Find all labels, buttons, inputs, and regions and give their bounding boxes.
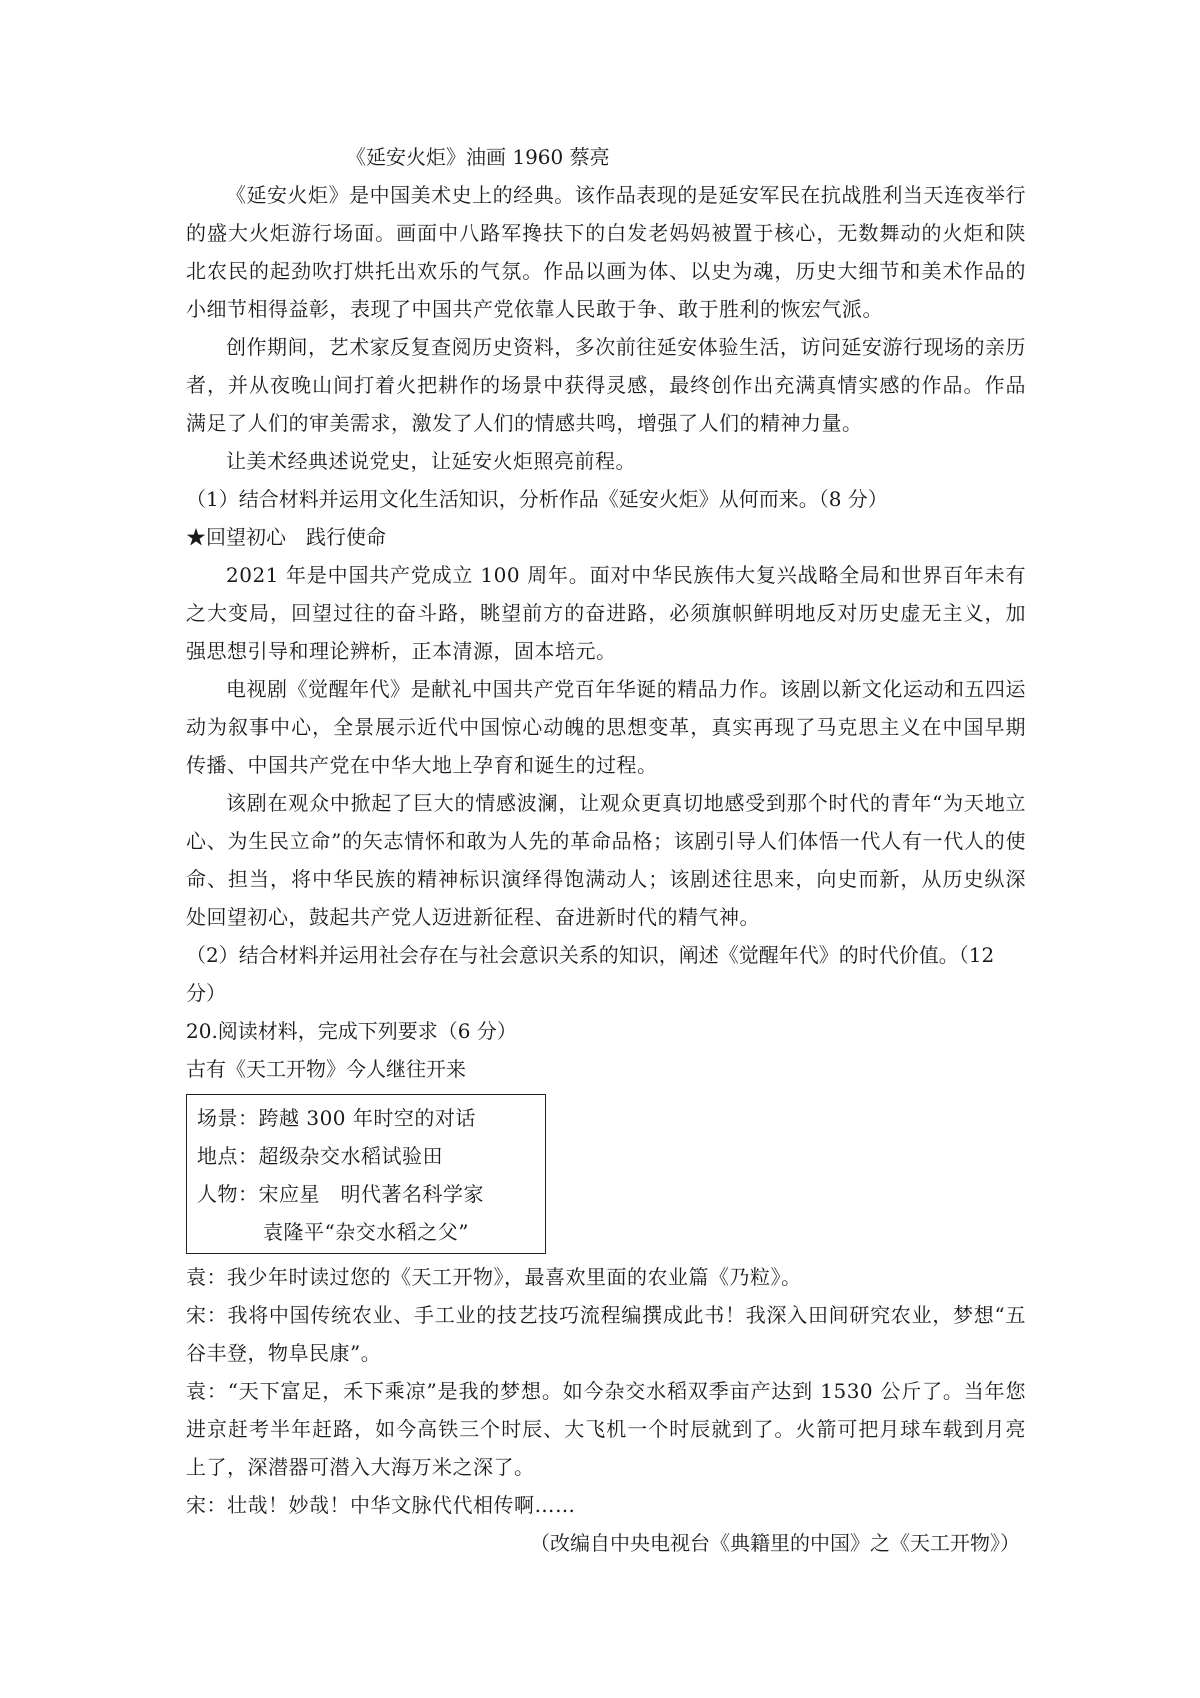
section-heading: ★回望初心 践行使命 — [186, 525, 386, 549]
people-line-2: 袁隆平“杂交水稻之父” — [263, 1220, 469, 1244]
paragraph-1: 《延安火炬》是中国美术史上的经典。该作品表现的是延安军民在抗战胜利当天连夜举行的盛大火炬游行场面。画面中八路军搀扶下的白发老妈妈被置于核心，无数舞动的火炬和陕北农民的起劲吹打烘托出欢乐的气氛。作品以画为体、以史为魂，历史大细节和美术作品的小细节相得益彰，表现了中国共产党依靠人民敢于争、敢于胜利的恢宏气派。 — [186, 183, 1026, 321]
paragraph-2: 创作期间，艺术家反复查阅历史资料，多次前往延安体验生活，访问延安游行现场的亲历者，并从夜晚山间打着火把耕作的场景中获得灵感，最终创作出充满真情实感的作品。作品满足了人们的审美需求，激发了人们的情感共鸣，增强了人们的精神力量。 — [186, 335, 1026, 435]
question-2: （2）结合材料并运用社会存在与社会意识关系的知识，阐述《觉醒年代》的时代价值。（12 分） — [186, 943, 995, 1005]
material-title: 古有《天工开物》今人继往开来 — [186, 1057, 466, 1081]
paragraph-3: 让美术经典述说党史，让延安火炬照亮前程。 — [226, 449, 636, 473]
place-line: 地点：超级杂交水稻试验田 — [197, 1144, 443, 1168]
document-page — [186, 138, 1026, 1562]
scene-box — [186, 1094, 546, 1254]
question-20: 20.阅读材料，完成下列要求（6 分） — [186, 1019, 517, 1043]
dialog-line-4: 宋：壮哉！妙哉！中华文脉代代相传啊…… — [186, 1493, 576, 1517]
scene-line: 场景：跨越 300 年时空的对话 — [197, 1106, 476, 1130]
question-1: （1）结合材料并运用文化生活知识，分析作品《延安火炬》从何而来。（8 分） — [186, 487, 888, 511]
paragraph-4: 2021 年是中国共产党成立 100 周年。面对中华民族伟大复兴战略全局和世界百年未有之大变局，回望过往的奋斗路，眺望前方的奋进路，必须旗帜鲜明地反对历史虚无主义，加强思想引导和理论辨析，正本清源，固本培元。 — [186, 563, 1026, 663]
paragraph-5: 电视剧《觉醒年代》是献礼中国共产党百年华诞的精品力作。该剧以新文化运动和五四运动为叙事中心，全景展示近代中国惊心动魄的思想变革，真实再现了马克思主义在中国早期传播、中国共产党在中华大地上孕育和诞生的过程。 — [186, 677, 1026, 777]
painting-caption: 《延安火炬》油画 1960 蔡亮 — [346, 145, 610, 169]
dialog-line-1: 袁：我少年时读过您的《天工开物》，最喜欢里面的农业篇《乃粒》。 — [186, 1265, 802, 1289]
paragraph-6: 该剧在观众中掀起了巨大的情感波澜，让观众更真切地感受到那个时代的青年“为天地立心、为生民立命”的矢志情怀和敢为人先的革命品格；该剧引导人们体悟一代人有一代人的使命、担当，将中华民族的精神标识演绎得饱满动人；该剧述往思来，向史而新，从历史纵深处回望初心，鼓起共产党人迈进新征程、奋进新时代的精气神。 — [186, 791, 1026, 929]
people-line-1: 人物：宋应星 明代著名科学家 — [197, 1182, 484, 1206]
dialog-line-3: 袁：“天下富足，禾下乘凉”是我的梦想。如今杂交水稻双季亩产达到 1530 公斤了。当年您进京赶考半年赶路，如今高铁三个时辰、大飞机一个时辰就到了。火箭可把月球车载到月亮上了，深潜器可潜入大海万米之深了。 — [186, 1379, 1026, 1479]
source-note: （改编自中央电视台《典籍里的中国》之《天工开物》） — [530, 1531, 1020, 1555]
dialog-line-2: 宋：我将中国传统农业、手工业的技艺技巧流程编撰成此书！我深入田间研究农业，梦想“五谷丰登，物阜民康”。 — [186, 1303, 1026, 1365]
